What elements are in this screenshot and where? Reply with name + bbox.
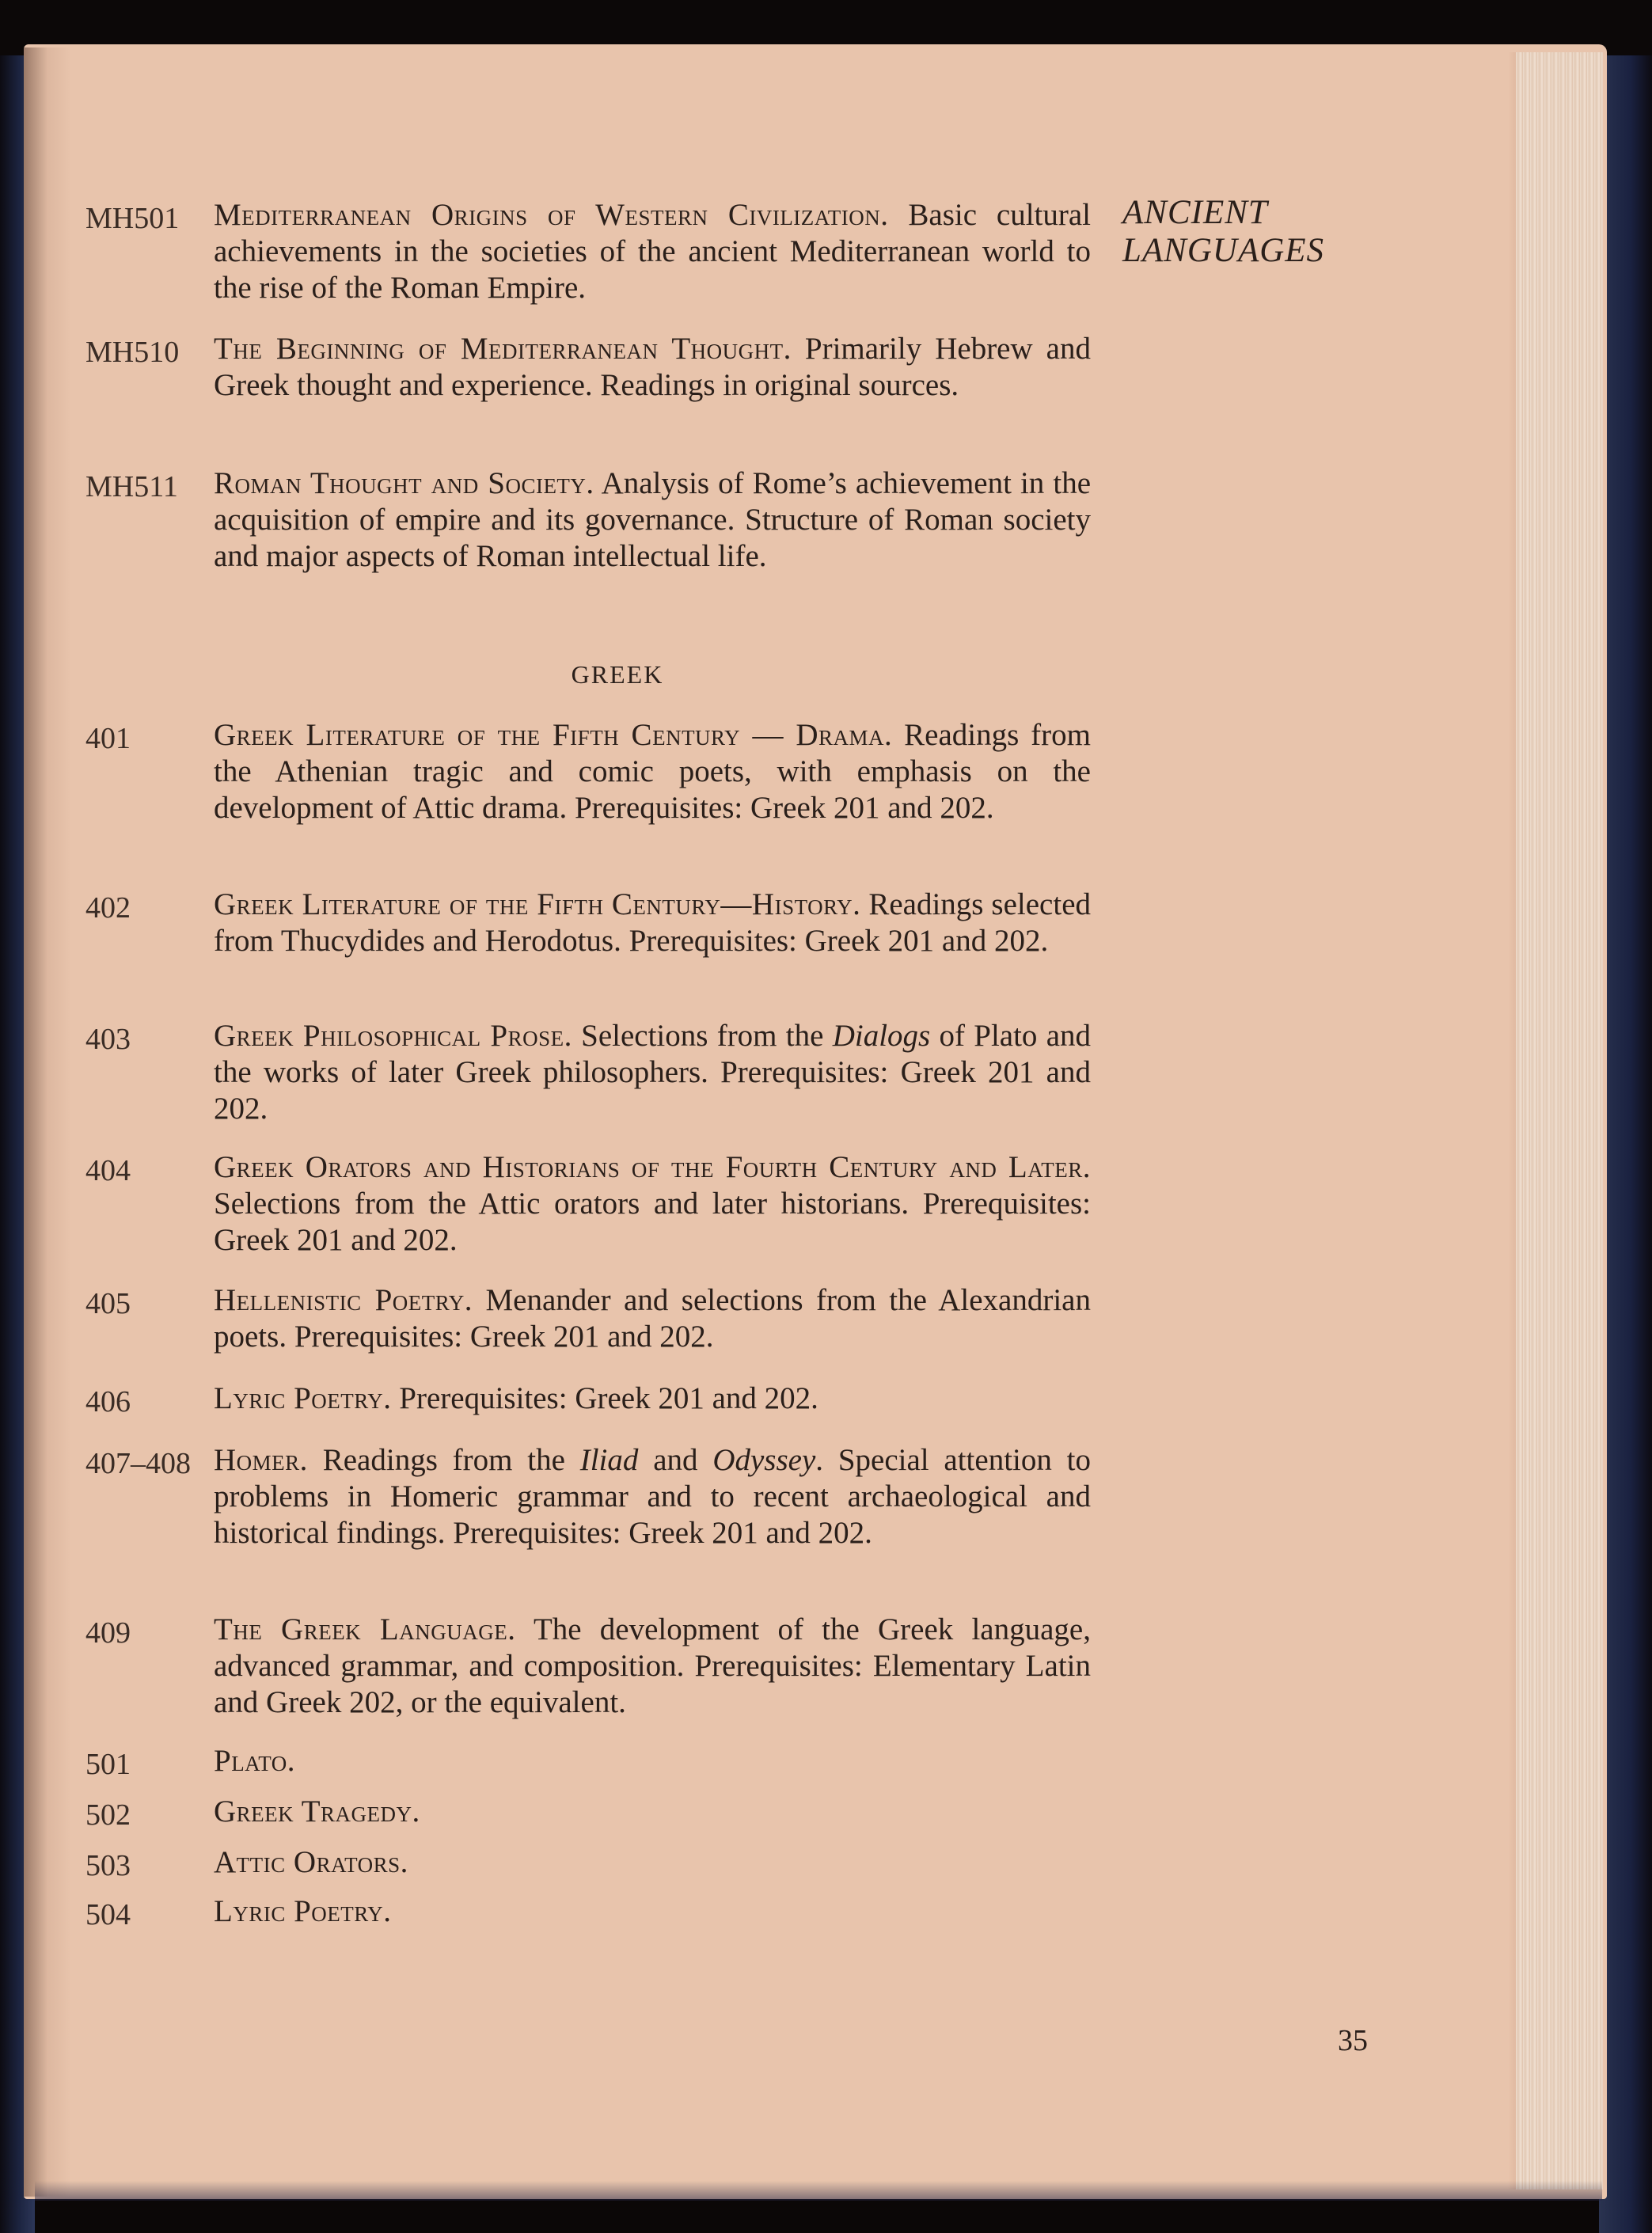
course-entry-mh510 bbox=[85, 331, 1091, 404]
course-text: The development of the Greek language, advanced grammar, and composition. Prerequisites: Elementary Latin and Greek 202, or the equivalent. bbox=[214, 1612, 1091, 1719]
course-entry-405 bbox=[85, 1282, 1091, 1355]
course-number: 402 bbox=[85, 891, 131, 925]
course-description bbox=[214, 1282, 1091, 1355]
course-description bbox=[214, 1893, 1091, 1930]
course-text: Prerequisites: Greek 201 and 202. bbox=[391, 1381, 818, 1415]
page-number: 35 bbox=[1338, 2024, 1368, 2057]
course-number: 409 bbox=[85, 1616, 131, 1650]
course-title: The Greek Language. bbox=[214, 1612, 516, 1646]
course-number: 501 bbox=[85, 1748, 131, 1781]
course-entry-404 bbox=[85, 1149, 1091, 1259]
course-text-italic: Dialogs bbox=[832, 1019, 931, 1053]
course-text: Selections from the Attic orators and later historians. Prerequisites: Greek 201 and 202. bbox=[214, 1187, 1091, 1257]
course-title: Mediterranean Origins of Western Civilization. bbox=[214, 198, 889, 232]
course-text-italic: Iliad bbox=[579, 1443, 639, 1477]
course-number: 502 bbox=[85, 1798, 131, 1832]
course-number: 405 bbox=[85, 1287, 131, 1320]
course-description bbox=[214, 1442, 1091, 1551]
course-description bbox=[214, 1380, 1091, 1417]
course-title: Greek Tragedy. bbox=[214, 1794, 420, 1829]
course-title: Greek Literature of the Fifth Century — Drama. bbox=[214, 718, 893, 752]
course-title: Plato. bbox=[214, 1744, 295, 1778]
course-text: Readings from the Athenian tragic and comic poets, with emphasis on the development of Attic drama. Prerequisites: Greek 201 and 202. bbox=[214, 718, 1091, 825]
course-entry-501 bbox=[85, 1743, 1091, 1779]
course-title: Homer. bbox=[214, 1443, 308, 1477]
course-text-italic: Odyssey bbox=[712, 1443, 816, 1477]
course-description bbox=[214, 887, 1091, 959]
course-number: 406 bbox=[85, 1385, 131, 1418]
course-entry-407-408 bbox=[85, 1442, 1091, 1551]
course-title: Greek Philosophical Prose. bbox=[214, 1019, 572, 1053]
book-cover-right bbox=[1599, 55, 1652, 2233]
side-heading bbox=[1122, 194, 1360, 270]
side-heading-line-2: LANGUAGES bbox=[1122, 232, 1325, 269]
course-entry-409 bbox=[85, 1612, 1091, 1721]
course-number: MH511 bbox=[85, 470, 178, 503]
course-entry-406 bbox=[85, 1380, 1091, 1417]
course-title: Attic Orators. bbox=[214, 1845, 408, 1879]
course-description bbox=[214, 1794, 1091, 1830]
course-description bbox=[214, 1149, 1091, 1259]
course-entry-mh501 bbox=[85, 197, 1091, 306]
course-text: Basic cultural achievements in the societies of the ancient Mediterranean world to the rise of the Roman Empire. bbox=[214, 198, 1091, 305]
course-text: Menander and selections from the Alexandrian poets. Prerequisites: Greek 201 and 202. bbox=[214, 1283, 1091, 1354]
page-gutter-shadow bbox=[24, 47, 71, 2197]
course-title: Lyric Poetry. bbox=[214, 1381, 392, 1415]
course-entry-403 bbox=[85, 1018, 1091, 1127]
course-description bbox=[214, 1844, 1091, 1881]
course-title: Greek Literature of the Fifth Century—History. bbox=[214, 887, 861, 921]
page-bottom-shadow bbox=[35, 2181, 1602, 2201]
course-entry-503 bbox=[85, 1844, 1091, 1881]
section-heading-greek: GREEK bbox=[571, 660, 664, 689]
course-text: Readings selected from Thucydides and Herodotus. Prerequisites: Greek 201 and 202. bbox=[214, 887, 1092, 958]
course-title: The Beginning of Mediterranean Thought. bbox=[214, 332, 792, 366]
course-number: 401 bbox=[85, 722, 131, 755]
course-number: 503 bbox=[85, 1849, 131, 1882]
course-number: 504 bbox=[85, 1898, 131, 1931]
course-number: 403 bbox=[85, 1023, 131, 1056]
course-text: . Special attention to problems in Homeric grammar and to recent archaeological and historical findings. Prerequisites: Greek 201 and 202. bbox=[214, 1443, 1091, 1550]
course-description bbox=[214, 1743, 1091, 1779]
course-description bbox=[214, 717, 1091, 826]
course-description bbox=[214, 197, 1091, 306]
course-entry-502 bbox=[85, 1794, 1091, 1830]
course-title: Hellenistic Poetry. bbox=[214, 1283, 473, 1317]
course-text: of Plato and the works of later Greek philosophers. Prerequisites: Greek 201 and 202. bbox=[214, 1019, 1091, 1126]
course-description bbox=[214, 465, 1091, 575]
course-description bbox=[214, 331, 1091, 404]
course-description bbox=[214, 1612, 1091, 1721]
course-title: Roman Thought and Society. bbox=[214, 466, 594, 500]
course-text: Readings from the bbox=[307, 1443, 580, 1477]
course-entry-401 bbox=[85, 717, 1091, 826]
course-entry-mh511 bbox=[85, 465, 1091, 575]
course-number: 404 bbox=[85, 1154, 131, 1187]
course-description bbox=[214, 1018, 1091, 1127]
page-block-edges bbox=[1516, 52, 1603, 2189]
course-number: MH501 bbox=[85, 202, 180, 235]
course-text: Selections from the bbox=[572, 1019, 833, 1053]
course-title: Lyric Poetry. bbox=[214, 1894, 392, 1928]
course-text: Primarily Hebrew and Greek thought and experience. Readings in original sources. bbox=[214, 332, 1091, 402]
course-number: 407–408 bbox=[85, 1447, 191, 1480]
course-text: Analysis of Rome’s achievement in the acquisition of empire and its governance. Structure of Roman society and major aspects of Roman intellectual life. bbox=[214, 466, 1092, 573]
side-heading-line-1: ANCIENT bbox=[1122, 194, 1268, 231]
course-entry-402 bbox=[85, 887, 1091, 959]
course-title: Greek Orators and Historians of the Fourth Century and Later. bbox=[214, 1150, 1091, 1184]
course-number: MH510 bbox=[85, 336, 180, 369]
course-entry-504 bbox=[85, 1893, 1091, 1930]
course-text: and bbox=[638, 1443, 713, 1477]
